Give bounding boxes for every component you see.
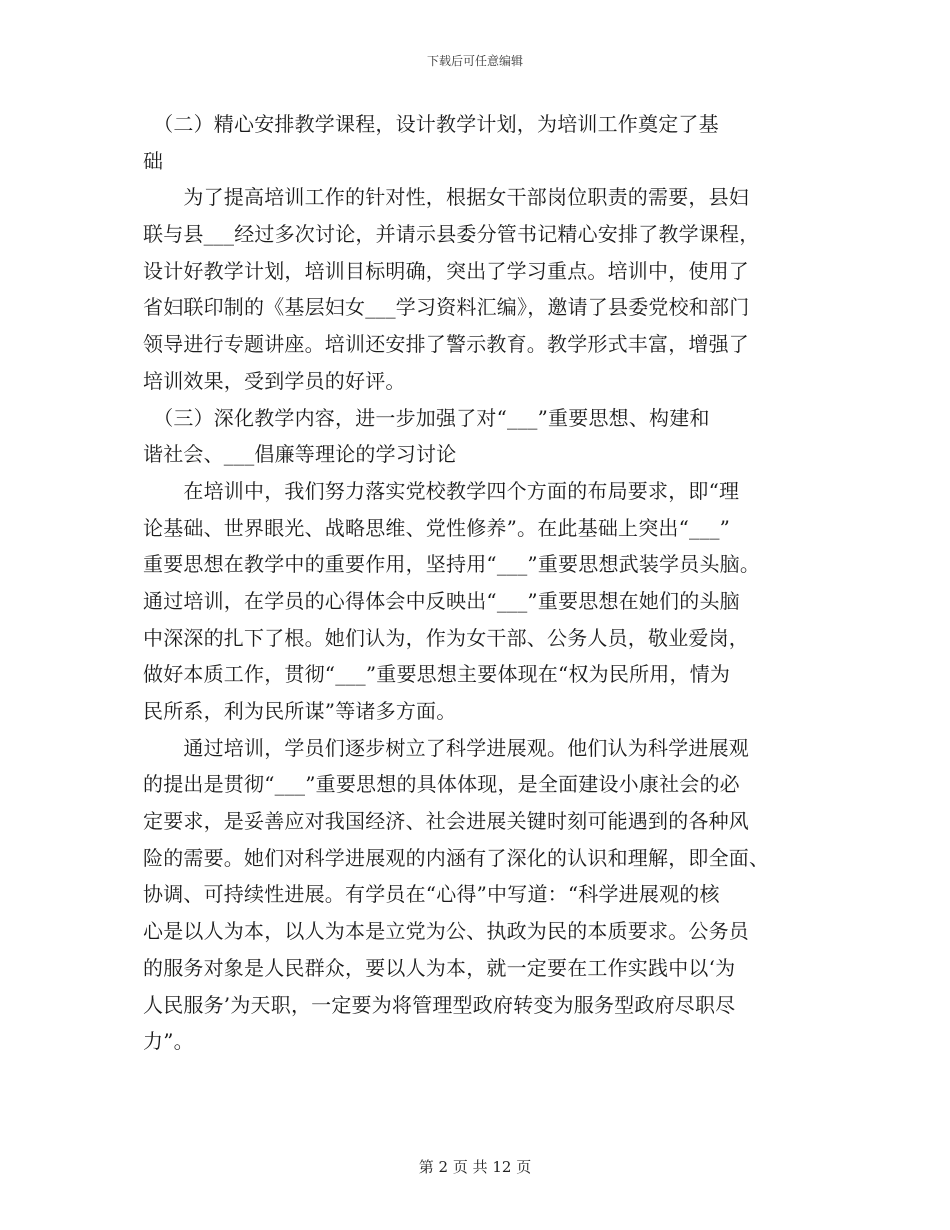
document-body: [143, 106, 813, 1060]
text-line: 做好本质工作，贯彻“___”重要思想主要体现在“权为民所用，情为: [143, 662, 731, 687]
text-line: 在培训中，我们努力落实党校教学四个方面的布局要求，即“理: [143, 478, 740, 503]
text-line: 省妇联印制的《基层妇女___学习资料汇编》，邀请了县委党校和部门: [143, 295, 750, 320]
text-line: 险的需要。她们对科学进展观的内涵有了深化的认识和理解，即全面、: [143, 845, 770, 870]
text-line: 的提出是贯彻“___”重要思想的具体体现，是全面建设小康社会的必: [143, 772, 740, 797]
text-line: （三）深化教学内容，进一步加强了对“___”重要思想、构建和: [143, 405, 710, 430]
text-line: 协调、可持续性进展。有学员在“心得”中写道：“科学进展观的核: [143, 882, 720, 907]
text-line: 人民服务’为天职，一定要为将管理型政府转变为服务型政府尽职尽: [143, 992, 736, 1017]
text-line: 中深深的扎下了根。她们认为，作为女干部、公务人员，敬业爱岗，: [143, 625, 749, 650]
text-line: 谐社会、___倡廉等理论的学习讨论: [143, 442, 457, 467]
text-line: 础: [143, 148, 164, 173]
text-line: 培训效果，受到学员的好评。: [143, 368, 406, 393]
text-line: 的服务对象是人民群众，要以人为本，就一定要在工作实践中以‘为: [143, 955, 736, 980]
text-line: 联与县___经过多次讨论，并请示县委分管书记精心安排了教学课程，: [143, 222, 760, 247]
text-line: （二）精心安排教学课程，设计教学计划，为培训工作奠定了基: [143, 112, 719, 136]
text-line: 心是以人为本，以人为本是立党为公、执政为民的本质要求。公务员: [143, 919, 749, 944]
text-line: 力”。: [143, 1029, 194, 1054]
text-line: 定要求，是妥善应对我国经济、社会进展关键时刻可能遇到的各种风: [143, 809, 749, 834]
text-line: 通过培训，学员们逐步树立了科学进展观。他们认为科学进展观: [143, 735, 749, 760]
text-line: 重要思想在教学中的重要作用，坚持用“___”重要思想武装学员头脑。: [143, 552, 761, 577]
page-number: 第 2 页 共 12 页: [418, 1158, 532, 1176]
text-line: 为了提高培训工作的针对性，根据女干部岗位职责的需要，县妇: [143, 185, 749, 210]
text-line: 通过培训，在学员的心得体会中反映出“___”重要思想在她们的头脑: [143, 588, 740, 613]
text-line: 设计好教学计划，培训目标明确，突出了学习重点。培训中，使用了: [143, 258, 749, 283]
text-line: 领导进行专题讲座。培训还安排了警示教育。教学形式丰富，增强了: [143, 332, 749, 357]
page-header: 下载后可任意编辑: [426, 54, 523, 68]
text-line: 民所系，利为民所谋”等诸多方面。: [143, 699, 457, 723]
text-line: 论基础、世界眼光、战略思维、党性修养”。在此基础上突出“___”: [143, 515, 731, 540]
